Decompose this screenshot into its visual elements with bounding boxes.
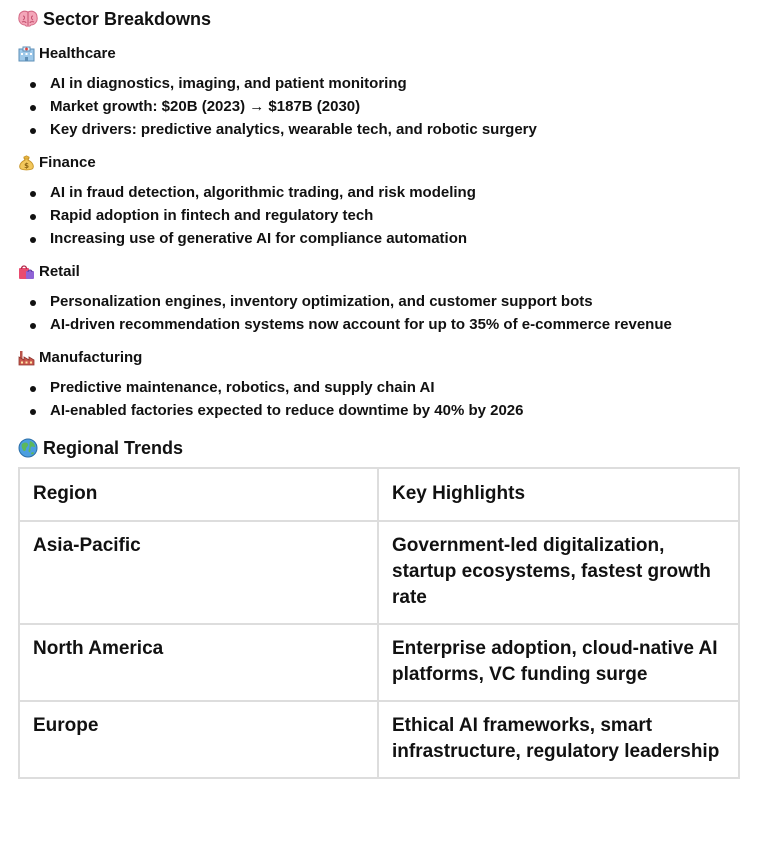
bullet-item: Key drivers: predictive analytics, wearable tech, and robotic surgery [18, 118, 765, 141]
bullet-item: AI in fraud detection, algorithmic trading, and risk modeling [18, 181, 765, 204]
sector-bullets [18, 376, 765, 422]
shopping-bags-icon [18, 264, 35, 280]
factory-icon [18, 350, 35, 366]
svg-text:$: $ [24, 162, 29, 170]
highlights-cell: Enterprise adoption, cloud-native AI platforms, VC funding surge [378, 624, 739, 701]
brain-icon [18, 10, 38, 28]
sector-retail [18, 260, 765, 336]
sectors-heading [18, 6, 765, 32]
table-row [19, 624, 739, 701]
sector-heading-manufacturing [18, 346, 765, 370]
bullet-item: Personalization engines, inventory optimization, and customer support bots [18, 290, 765, 313]
regional-table [18, 467, 740, 779]
column-header-highlights: Key Highlights [378, 468, 739, 521]
region-cell: North America [19, 624, 378, 701]
bullet-item: AI-enabled factories expected to reduce downtime by 40% by 2026 [18, 399, 765, 422]
highlights-cell: Ethical AI frameworks, smart infrastructure, regulatory leadership [378, 701, 739, 778]
sector-bullets [18, 72, 765, 141]
sector-bullets [18, 290, 765, 336]
sector-name: Retail [39, 263, 80, 280]
bullet-item: Predictive maintenance, robotics, and supply chain AI [18, 376, 765, 399]
sector-name: Manufacturing [39, 349, 143, 366]
regional-heading [18, 435, 765, 461]
bullet-item: Increasing use of generative AI for compliance automation [18, 227, 765, 250]
bullet-item: Market growth: $20B (2023) → $187B (2030) [18, 95, 765, 118]
sector-name: Finance [39, 154, 96, 171]
highlights-cell: Government-led digitalization, startup ecosystems, fastest growth rate [378, 521, 739, 624]
sector-name: Healthcare [39, 45, 116, 62]
sector-heading-healthcare [18, 42, 765, 66]
column-header-region: Region [19, 468, 378, 521]
region-cell: Europe [19, 701, 378, 778]
table-header-row [19, 468, 739, 521]
money-bag-icon [18, 155, 35, 171]
bullet-item: Rapid adoption in fintech and regulatory tech [18, 204, 765, 227]
sector-bullets [18, 181, 765, 250]
sector-healthcare [18, 42, 765, 141]
sector-heading-finance [18, 151, 765, 175]
table-row [19, 521, 739, 624]
table-row [19, 701, 739, 778]
sectors-heading-text: Sector Breakdowns [43, 9, 212, 29]
bullet-item: AI in diagnostics, imaging, and patient monitoring [18, 72, 765, 95]
hospital-icon [18, 46, 35, 62]
bullet-item: AI-driven recommendation systems now account for up to 35% of e-commerce revenue [18, 313, 765, 336]
sector-manufacturing [18, 346, 765, 422]
sector-finance [18, 151, 765, 250]
region-cell: Asia-Pacific [19, 521, 378, 624]
regional-heading-text: Regional Trends [43, 438, 184, 458]
sector-heading-retail [18, 260, 765, 284]
globe-icon [18, 438, 38, 458]
